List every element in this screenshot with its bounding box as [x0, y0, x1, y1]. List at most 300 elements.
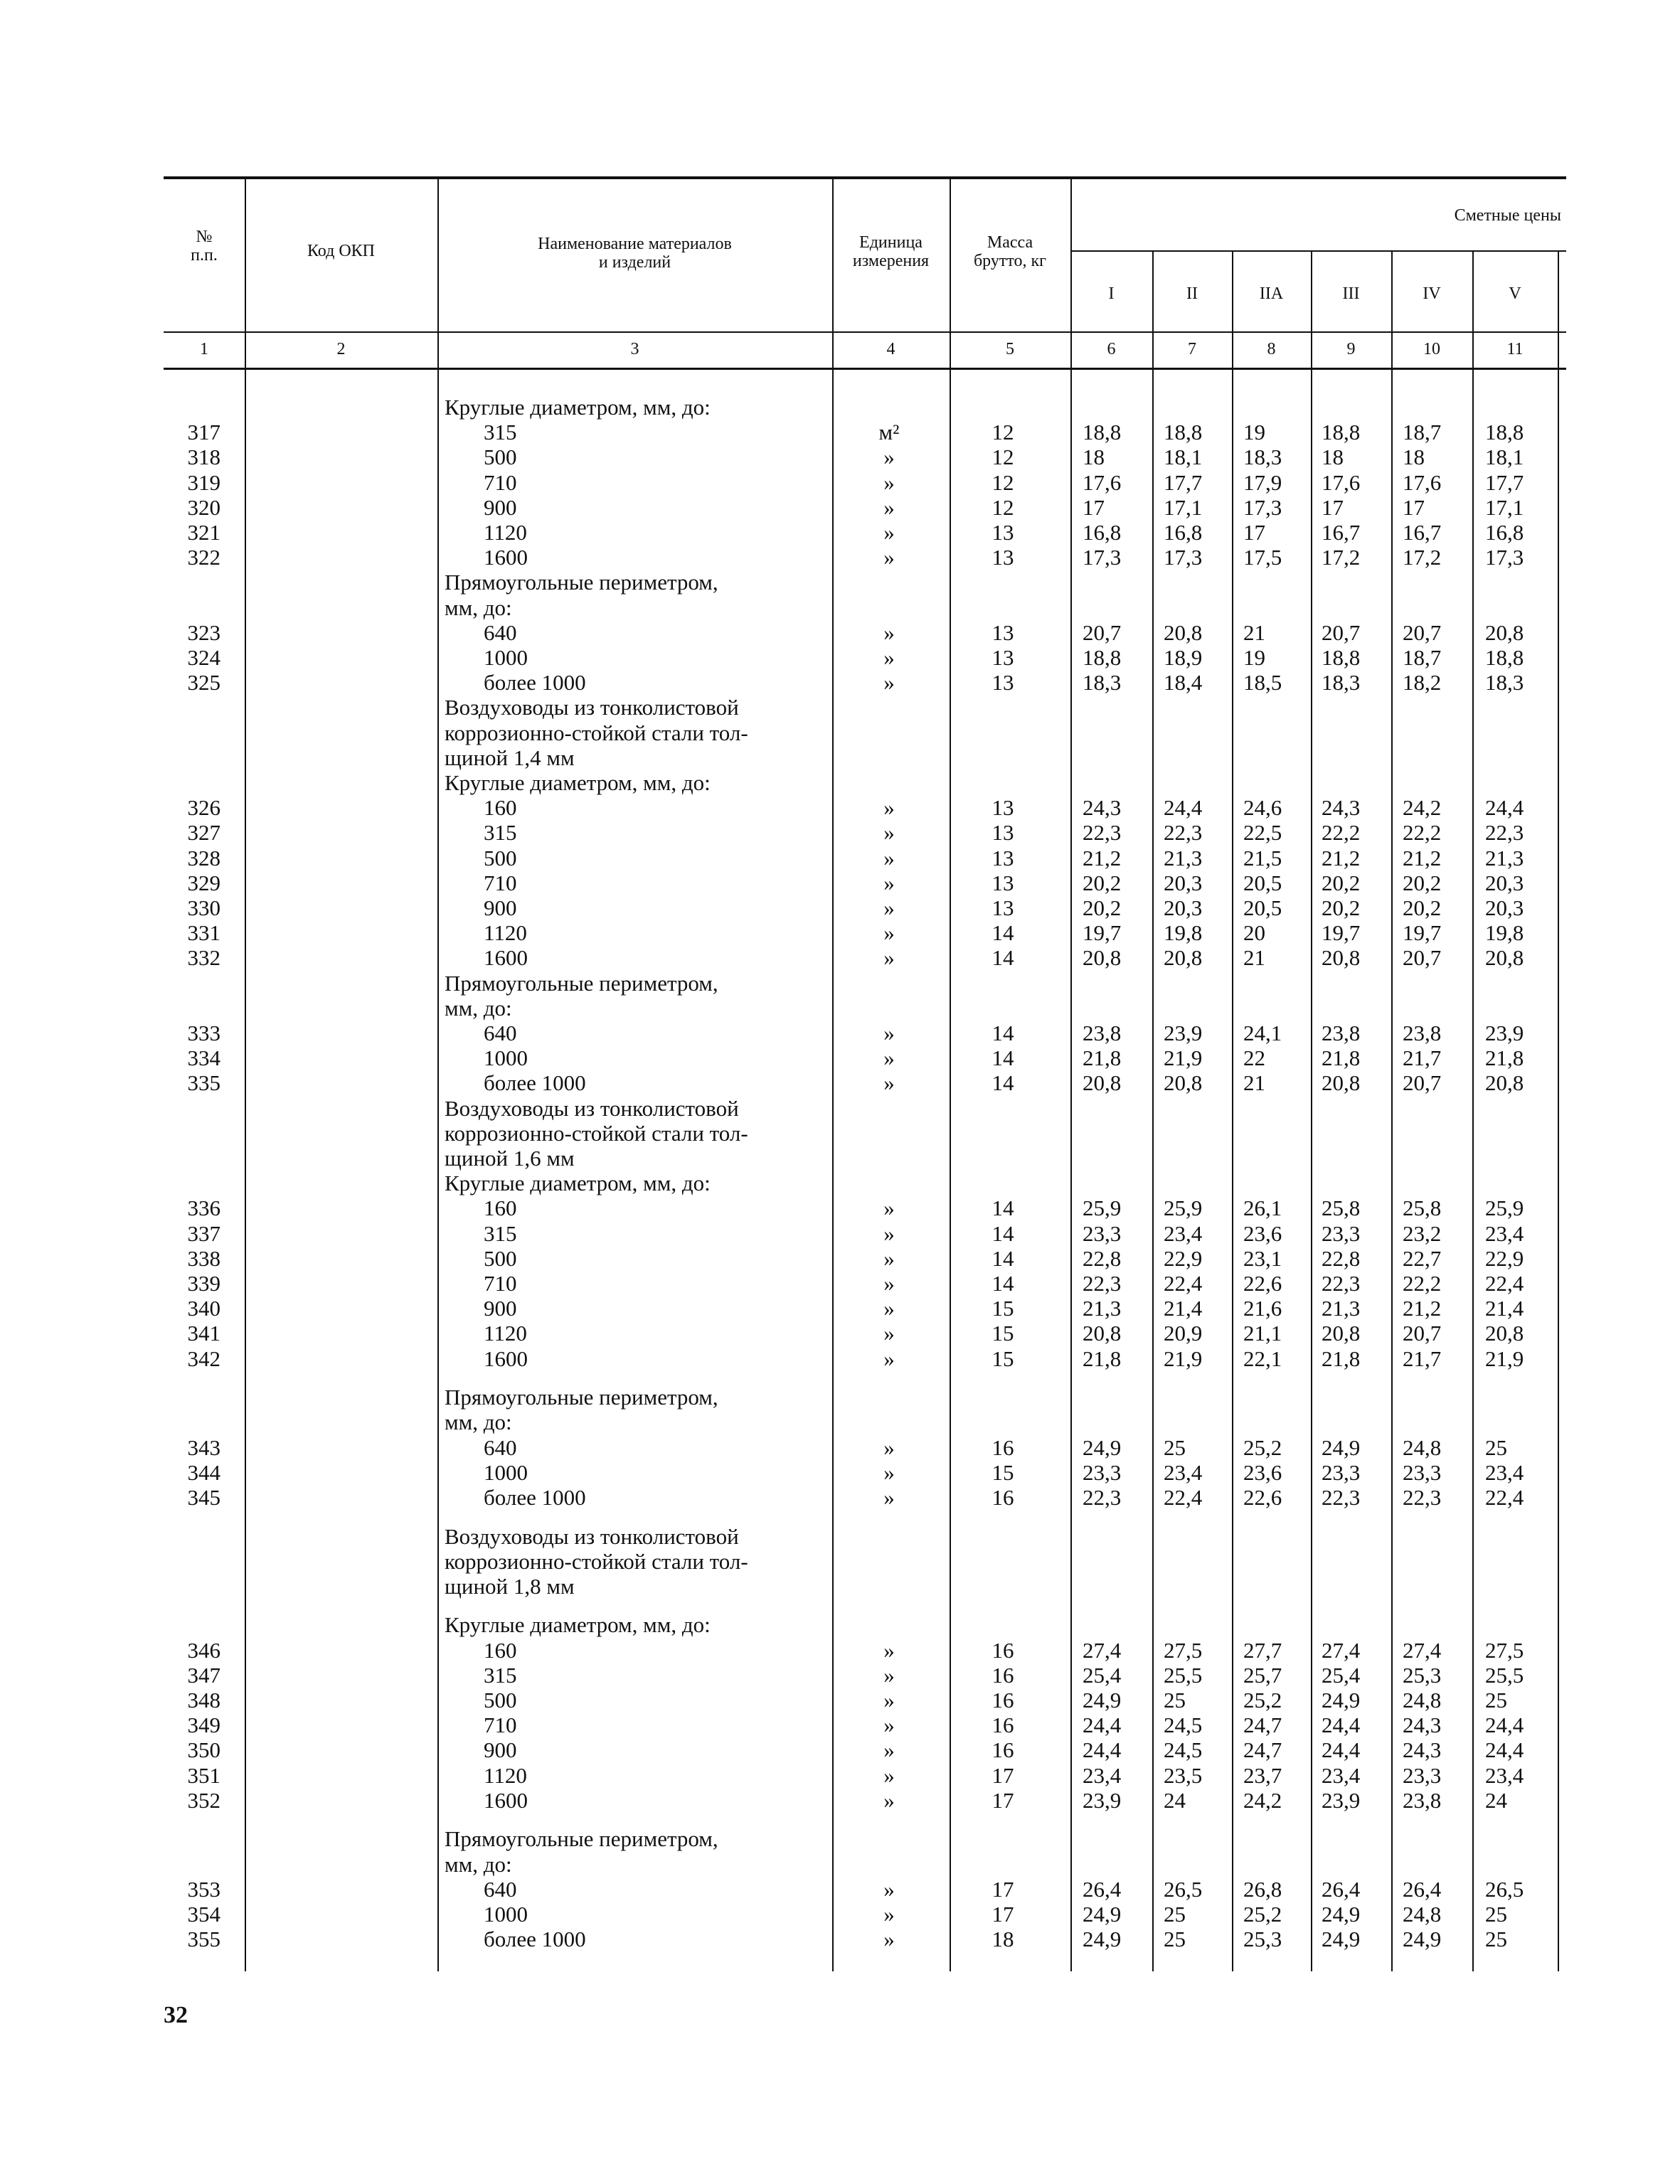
price-cell: 23,4: [1485, 1221, 1524, 1246]
mass-cell: 14: [991, 1195, 1014, 1220]
unit-cell: »: [883, 1737, 895, 1762]
table-row: [0, 470, 1680, 496]
section-text: мм, до:: [445, 595, 512, 620]
price-cell: 23,6: [1243, 1460, 1282, 1485]
item-size: 500: [484, 1688, 517, 1712]
price-cell: 24,9: [1322, 1688, 1361, 1712]
price-cell: 23,3: [1083, 1460, 1122, 1485]
price-cell: 23,1: [1243, 1246, 1282, 1271]
price-zone-header: IV: [1423, 284, 1441, 303]
unit-cell: »: [883, 895, 895, 920]
item-size: более 1000: [484, 1927, 586, 1951]
mass-cell: 14: [991, 1070, 1014, 1095]
section-text-row: [0, 1171, 1680, 1196]
row-number: 355: [187, 1927, 220, 1951]
section-text-row: [0, 996, 1680, 1021]
section-text: коррозионно-стойкой стали тол-: [445, 720, 748, 745]
header-col-mass: Масса брутто, кг: [973, 233, 1047, 270]
mass-cell: 18: [991, 1927, 1014, 1951]
price-cell: 20,3: [1164, 895, 1203, 920]
price-cell: 22,4: [1164, 1271, 1203, 1296]
price-cell: 21,3: [1083, 1296, 1122, 1321]
row-number: 335: [187, 1070, 220, 1095]
price-cell: 23,3: [1322, 1221, 1361, 1246]
price-cell: 26,4: [1403, 1877, 1442, 1902]
item-size: 160: [484, 795, 517, 820]
item-size: 900: [484, 895, 517, 920]
price-cell: 25,9: [1485, 1195, 1524, 1220]
header-bottom-rule: [164, 331, 1566, 333]
section-text: Воздуховоды из тонколистовой: [445, 1524, 739, 1549]
price-cell: 26,8: [1243, 1877, 1282, 1902]
unit-cell: »: [883, 620, 895, 645]
section-text: мм, до:: [445, 996, 512, 1021]
table-row: [0, 846, 1680, 871]
price-cell: 23,5: [1164, 1763, 1203, 1788]
row-number: 327: [187, 820, 220, 845]
unit-cell: м²: [878, 420, 900, 444]
price-cell: 24,8: [1403, 1435, 1442, 1460]
row-number: 328: [187, 846, 220, 870]
price-cell: 25: [1485, 1902, 1507, 1927]
unit-cell: »: [883, 1788, 895, 1813]
table-row: [0, 1763, 1680, 1789]
price-cell: 25,5: [1164, 1663, 1203, 1688]
price-cell: 18,8: [1322, 420, 1361, 444]
price-cell: 18,8: [1322, 645, 1361, 670]
unit-cell: »: [883, 920, 895, 945]
price-cell: 20,2: [1403, 870, 1442, 895]
price-cell: 20,8: [1164, 1070, 1203, 1095]
price-cell: 22,3: [1164, 820, 1203, 845]
section-text-row: [0, 1146, 1680, 1171]
table-row: [0, 420, 1680, 445]
section-text-row: [0, 1385, 1680, 1410]
price-cell: 23,6: [1243, 1221, 1282, 1246]
unit-cell: »: [883, 1485, 895, 1510]
unit-cell: »: [883, 1321, 895, 1346]
price-cell: 25,2: [1243, 1688, 1282, 1712]
price-cell: 22,3: [1083, 1485, 1122, 1510]
unit-cell: »: [883, 1021, 895, 1045]
price-cell: 20,7: [1403, 1321, 1442, 1346]
row-number: 323: [187, 620, 220, 645]
item-size: 1120: [484, 1321, 527, 1346]
item-size: 640: [484, 1435, 517, 1460]
price-cell: 18,8: [1164, 420, 1203, 444]
price-cell: 18: [1322, 444, 1344, 469]
price-cell: 21,2: [1403, 1296, 1442, 1321]
header-col-code: Код ОКП: [307, 242, 375, 260]
price-cell: 23,3: [1403, 1460, 1442, 1485]
unit-cell: »: [883, 470, 895, 495]
price-cell: 23,9: [1485, 1021, 1524, 1045]
row-number: 345: [187, 1485, 220, 1510]
price-cell: 27,7: [1243, 1638, 1282, 1663]
column-number: 3: [630, 340, 639, 358]
price-cell: 18,1: [1164, 444, 1203, 469]
table-row: [0, 820, 1680, 846]
price-cell: 21,2: [1403, 846, 1442, 870]
unit-cell: »: [883, 1195, 895, 1220]
price-cell: 21,9: [1485, 1346, 1524, 1371]
price-cell: 23,4: [1164, 1221, 1203, 1246]
table-row: [0, 670, 1680, 696]
price-cell: 25,2: [1243, 1902, 1282, 1927]
table-row: [0, 520, 1680, 545]
price-cell: 20,7: [1403, 1070, 1442, 1095]
price-cell: 25,4: [1083, 1663, 1122, 1688]
row-number: 333: [187, 1021, 220, 1045]
price-cell: 24,2: [1403, 795, 1442, 820]
row-number: 336: [187, 1195, 220, 1220]
unit-cell: »: [883, 1460, 895, 1485]
row-number: 331: [187, 920, 220, 945]
section-text: мм, до:: [445, 1852, 512, 1877]
item-size: 160: [484, 1195, 517, 1220]
price-cell: 21,8: [1485, 1045, 1524, 1070]
unit-cell: »: [883, 1927, 895, 1951]
price-cell: 22,2: [1403, 1271, 1442, 1296]
price-zone-header: IIA: [1259, 284, 1284, 303]
price-cell: 22,7: [1403, 1246, 1442, 1271]
price-cell: 18,7: [1403, 420, 1442, 444]
prices-title-text: Сметные цены: [1454, 206, 1561, 225]
unit-cell: »: [883, 495, 895, 520]
price-cell: 26,1: [1243, 1195, 1282, 1220]
header-col-name: Наименование материалов и изделий: [538, 235, 732, 272]
table-row: [0, 795, 1680, 821]
price-cell: 21,3: [1485, 846, 1524, 870]
price-cell: 24,4: [1485, 1712, 1524, 1737]
mass-cell: 12: [991, 444, 1014, 469]
item-size: 1120: [484, 1763, 527, 1788]
row-number: 349: [187, 1712, 220, 1737]
price-cell: 24: [1485, 1788, 1507, 1813]
price-cell: 21,7: [1403, 1346, 1442, 1371]
mass-cell: 13: [991, 645, 1014, 670]
column-number: 9: [1346, 340, 1356, 358]
unit-cell: »: [883, 520, 895, 545]
table-row: [0, 1271, 1680, 1296]
price-cell: 17,1: [1485, 495, 1524, 520]
item-size: 1600: [484, 1346, 528, 1371]
table-row: [0, 1788, 1680, 1813]
price-cell: 18,3: [1322, 670, 1361, 695]
column-number: 8: [1267, 340, 1276, 358]
mass-cell: 13: [991, 870, 1014, 895]
section-text: Круглые диаметром, мм, до:: [445, 1171, 711, 1195]
row-number: 326: [187, 795, 220, 820]
mass-cell: 15: [991, 1460, 1014, 1485]
mass-cell: 16: [991, 1485, 1014, 1510]
mass-cell: 14: [991, 920, 1014, 945]
item-size: 710: [484, 1271, 517, 1296]
mass-cell: 14: [991, 1246, 1014, 1271]
table-row: [0, 545, 1680, 570]
price-cell: 26,5: [1164, 1877, 1203, 1902]
section-text-row: [0, 1121, 1680, 1146]
price-cell: 22,8: [1083, 1246, 1122, 1271]
price-cell: 20,8: [1322, 1070, 1361, 1095]
price-cell: 17: [1403, 495, 1425, 520]
mass-cell: 13: [991, 846, 1014, 870]
unit-cell: »: [883, 1070, 895, 1095]
price-cell: 24,4: [1083, 1737, 1122, 1762]
mass-cell: 14: [991, 1021, 1014, 1045]
column-number: 5: [1006, 340, 1014, 358]
section-text: щиной 1,4 мм: [445, 745, 575, 770]
item-size: 1120: [484, 520, 527, 545]
price-cell: 22,4: [1485, 1485, 1524, 1510]
price-cell: 25,8: [1322, 1195, 1361, 1220]
price-cell: 20,3: [1164, 870, 1203, 895]
mass-cell: 14: [991, 945, 1014, 970]
unit-cell: »: [883, 870, 895, 895]
section-text: Круглые диаметром, мм, до:: [445, 770, 711, 795]
table-row: [0, 945, 1680, 971]
price-cell: 26,4: [1322, 1877, 1361, 1902]
item-size: 640: [484, 1021, 517, 1045]
row-number: 319: [187, 470, 220, 495]
section-text: Круглые диаметром, мм, до:: [445, 395, 711, 420]
price-cell: 22,3: [1083, 1271, 1122, 1296]
item-size: 1000: [484, 1045, 528, 1070]
price-cell: 24,9: [1083, 1902, 1122, 1927]
unit-cell: »: [883, 846, 895, 870]
unit-cell: »: [883, 1763, 895, 1788]
price-zone-header: II: [1186, 284, 1198, 303]
price-cell: 24,5: [1164, 1712, 1203, 1737]
unit-cell: »: [883, 670, 895, 695]
price-cell: 22,1: [1243, 1346, 1282, 1371]
mass-cell: 13: [991, 795, 1014, 820]
table-row: [0, 1195, 1680, 1221]
price-cell: 18,8: [1083, 645, 1122, 670]
price-cell: 25,7: [1243, 1663, 1282, 1688]
item-size: 315: [484, 1221, 517, 1246]
mass-cell: 15: [991, 1321, 1014, 1346]
item-size: 500: [484, 444, 517, 469]
price-cell: 24,5: [1164, 1737, 1203, 1762]
section-text-row: [0, 745, 1680, 771]
price-cell: 26,4: [1083, 1877, 1122, 1902]
price-cell: 16,8: [1164, 520, 1203, 545]
price-cell: 17,6: [1083, 470, 1122, 495]
price-cell: 24,4: [1322, 1737, 1361, 1762]
item-size: более 1000: [484, 1485, 586, 1510]
price-cell: 24,2: [1243, 1788, 1282, 1813]
item-size: более 1000: [484, 670, 586, 695]
price-cell: 26,5: [1485, 1877, 1524, 1902]
unit-cell: »: [883, 1877, 895, 1902]
price-cell: 19: [1243, 420, 1265, 444]
price-cell: 16,8: [1485, 520, 1524, 545]
table-row: [0, 1902, 1680, 1927]
mass-cell: 16: [991, 1663, 1014, 1688]
price-cell: 24,7: [1243, 1712, 1282, 1737]
section-text: коррозионно-стойкой стали тол-: [445, 1549, 748, 1574]
price-cell: 24,1: [1243, 1021, 1282, 1045]
mass-cell: 12: [991, 470, 1014, 495]
table-row: [0, 1045, 1680, 1071]
price-cell: 20,8: [1485, 620, 1524, 645]
price-cell: 23,3: [1403, 1763, 1442, 1788]
table-row: [0, 1877, 1680, 1902]
unit-cell: »: [883, 1296, 895, 1321]
price-cell: 17,2: [1403, 545, 1442, 570]
table-row: [0, 620, 1680, 646]
unit-cell: »: [883, 444, 895, 469]
header-col-num: № п.п.: [191, 228, 218, 265]
price-cell: 24,9: [1322, 1927, 1361, 1951]
table-row: [0, 1296, 1680, 1321]
mass-cell: 14: [991, 1045, 1014, 1070]
mass-cell: 14: [991, 1221, 1014, 1246]
price-cell: 24,3: [1403, 1737, 1442, 1762]
price-cell: 20,7: [1322, 620, 1361, 645]
price-cell: 19,7: [1403, 920, 1442, 945]
mass-cell: 13: [991, 895, 1014, 920]
row-number: 332: [187, 945, 220, 970]
price-cell: 24,3: [1083, 795, 1122, 820]
row-number: 317: [187, 420, 220, 444]
price-cell: 21,9: [1164, 1045, 1203, 1070]
row-number: 342: [187, 1346, 220, 1371]
column-numbers-rule: [164, 368, 1566, 370]
price-cell: 21: [1243, 1070, 1265, 1095]
price-cell: 17,7: [1485, 470, 1524, 495]
row-number: 330: [187, 895, 220, 920]
price-cell: 20,9: [1164, 1321, 1203, 1346]
price-cell: 22,6: [1243, 1485, 1282, 1510]
unit-cell: »: [883, 945, 895, 970]
price-cell: 25: [1164, 1902, 1186, 1927]
column-number: 6: [1107, 340, 1116, 358]
price-cell: 18,8: [1485, 645, 1524, 670]
price-cell: 20,8: [1322, 945, 1361, 970]
price-cell: 21,3: [1322, 1296, 1361, 1321]
section-text: Прямоугольные периметром,: [445, 1385, 718, 1410]
price-cell: 22,9: [1164, 1246, 1203, 1271]
price-cell: 21,4: [1485, 1296, 1524, 1321]
price-cell: 17,7: [1164, 470, 1203, 495]
mass-cell: 17: [991, 1763, 1014, 1788]
section-text-row: [0, 570, 1680, 595]
row-number: 320: [187, 495, 220, 520]
price-cell: 21,6: [1243, 1296, 1282, 1321]
price-cell: 24: [1164, 1788, 1186, 1813]
price-cell: 24,4: [1083, 1712, 1122, 1737]
price-cell: 23,9: [1322, 1788, 1361, 1813]
mass-cell: 13: [991, 520, 1014, 545]
price-cell: 24,9: [1083, 1435, 1122, 1460]
price-cell: 24,7: [1243, 1737, 1282, 1762]
unit-cell: »: [883, 645, 895, 670]
section-text-row: [0, 1612, 1680, 1638]
item-size: 1000: [484, 645, 528, 670]
price-cell: 19: [1243, 645, 1265, 670]
price-cell: 20,8: [1485, 1070, 1524, 1095]
price-cell: 18,3: [1485, 670, 1524, 695]
price-cell: 24,9: [1322, 1435, 1361, 1460]
price-cell: 20,8: [1083, 1321, 1122, 1346]
unit-cell: »: [883, 1346, 895, 1371]
item-size: 710: [484, 1712, 517, 1737]
mass-cell: 16: [991, 1737, 1014, 1762]
price-cell: 17: [1083, 495, 1105, 520]
price-cell: 25: [1164, 1688, 1186, 1712]
table-row: [0, 895, 1680, 921]
price-cell: 16,8: [1083, 520, 1122, 545]
price-cell: 20,8: [1485, 945, 1524, 970]
price-cell: 20,2: [1322, 870, 1361, 895]
price-cell: 23,8: [1083, 1021, 1122, 1045]
row-number: 351: [187, 1763, 220, 1788]
price-cell: 18,5: [1243, 670, 1282, 695]
mass-cell: 12: [991, 420, 1014, 444]
price-cell: 20,2: [1083, 870, 1122, 895]
row-number: 348: [187, 1688, 220, 1712]
price-cell: 27,5: [1164, 1638, 1203, 1663]
price-cell: 18: [1083, 444, 1105, 469]
price-cell: 25,4: [1322, 1663, 1361, 1688]
section-text-row: [0, 1524, 1680, 1550]
price-cell: 23,4: [1164, 1460, 1203, 1485]
price-cell: 20,8: [1485, 1321, 1524, 1346]
price-cell: 22,3: [1322, 1485, 1361, 1510]
price-cell: 25: [1485, 1688, 1507, 1712]
price-cell: 24,8: [1403, 1688, 1442, 1712]
section-text: Воздуховоды из тонколистовой: [445, 1096, 739, 1121]
price-zone-header: III: [1342, 284, 1360, 303]
item-size: 315: [484, 420, 517, 444]
unit-cell: »: [883, 1045, 895, 1070]
mass-cell: 16: [991, 1688, 1014, 1712]
table-row: [0, 1021, 1680, 1046]
price-cell: 18,2: [1403, 670, 1442, 695]
mass-cell: 13: [991, 545, 1014, 570]
item-size: 1600: [484, 945, 528, 970]
price-cell: 20,2: [1403, 895, 1442, 920]
row-number: 350: [187, 1737, 220, 1762]
price-cell: 19,8: [1164, 920, 1203, 945]
row-number: 324: [187, 645, 220, 670]
mass-cell: 17: [991, 1902, 1014, 1927]
item-size: более 1000: [484, 1070, 586, 1095]
price-cell: 17,6: [1403, 470, 1442, 495]
unit-cell: »: [883, 1271, 895, 1296]
column-number: 11: [1506, 340, 1524, 358]
table-row: [0, 645, 1680, 671]
mass-cell: 12: [991, 495, 1014, 520]
item-size: 1600: [484, 1788, 528, 1813]
price-cell: 22,9: [1485, 1246, 1524, 1271]
item-size: 500: [484, 846, 517, 870]
price-cell: 23,9: [1083, 1788, 1122, 1813]
section-text-row: [0, 695, 1680, 720]
row-number: 338: [187, 1246, 220, 1271]
price-cell: 23,4: [1322, 1763, 1361, 1788]
section-text: Прямоугольные периметром,: [445, 1826, 718, 1851]
section-text: Прямоугольные периметром,: [445, 570, 718, 595]
table-row: [0, 1927, 1680, 1952]
price-cell: 24,4: [1485, 795, 1524, 820]
mass-cell: 13: [991, 620, 1014, 645]
row-number: 341: [187, 1321, 220, 1346]
item-size: 315: [484, 1663, 517, 1688]
price-cell: 21: [1243, 945, 1265, 970]
